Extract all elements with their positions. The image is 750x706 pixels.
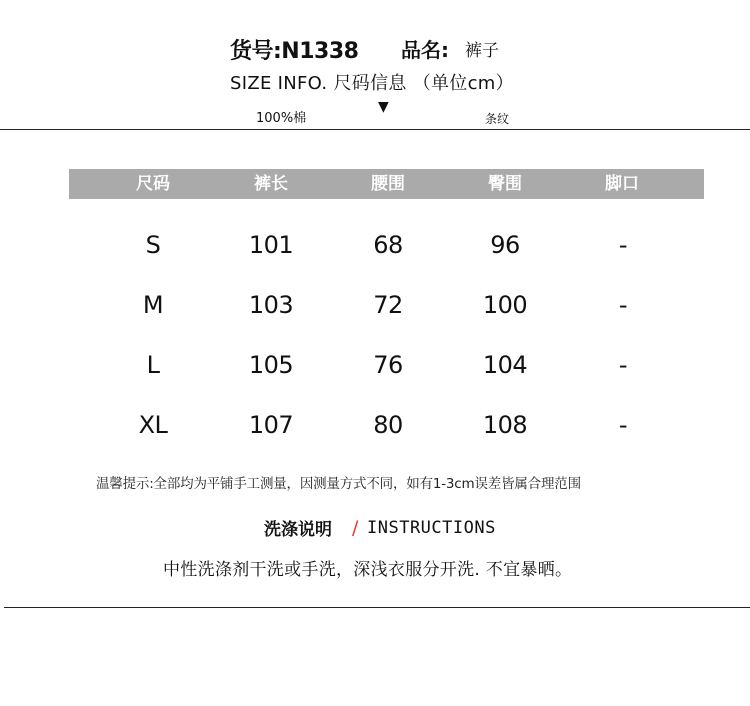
product-name-value: 裤子 <box>465 41 499 61</box>
bottom-divider <box>4 607 750 608</box>
table-cell: 104 <box>482 351 528 379</box>
down-arrow-icon: ▼ <box>378 99 389 115</box>
top-divider <box>0 129 750 130</box>
table-cell: L <box>146 351 160 379</box>
header-size: 尺码 <box>136 174 170 194</box>
table-cell: 76 <box>373 351 403 379</box>
table-cell: 68 <box>373 231 403 259</box>
wash-instructions-title: 洗涤说明 <box>264 520 332 540</box>
header-leg-opening: 脚口 <box>605 174 639 194</box>
table-cell: 96 <box>490 231 520 259</box>
title-separator: / <box>352 517 359 539</box>
table-cell: - <box>618 411 628 439</box>
table-cell: S <box>145 231 161 259</box>
size-table-header <box>69 169 704 199</box>
table-cell: 105 <box>248 351 294 379</box>
wash-instructions-text: 中性洗涤剂干洗或手洗，深浅衣服分开洗. 不宜暴晒。 <box>163 560 573 580</box>
table-cell: 108 <box>482 411 528 439</box>
table-cell: 103 <box>248 291 294 319</box>
table-cell: 101 <box>248 231 294 259</box>
fabric-label: 100%棉 <box>256 111 307 126</box>
table-cell: 72 <box>373 291 403 319</box>
table-cell: - <box>618 291 628 319</box>
table-cell: M <box>142 291 164 319</box>
size-info-title: SIZE INFO. 尺码信息 （单位cm） <box>230 73 514 94</box>
header-waist: 腰围 <box>371 174 405 194</box>
measurement-note: 温馨提示:全部均为平铺手工测量，因测量方式不同，如有1-3cm误差皆属合理范围 <box>96 476 581 492</box>
header-length: 裤长 <box>254 174 288 194</box>
pattern-label: 条纹 <box>485 112 510 126</box>
header-hip: 臀围 <box>488 174 522 194</box>
table-cell: 107 <box>248 411 294 439</box>
table-cell: XL <box>138 411 168 439</box>
sku-label: 货号:N1338 <box>230 39 359 64</box>
table-cell: - <box>618 231 628 259</box>
table-cell: - <box>618 351 628 379</box>
table-cell: 80 <box>373 411 403 439</box>
table-cell: 100 <box>482 291 528 319</box>
product-name-label: 品名: <box>401 38 449 62</box>
wash-instructions-title-en: INSTRUCTIONS <box>367 518 496 538</box>
